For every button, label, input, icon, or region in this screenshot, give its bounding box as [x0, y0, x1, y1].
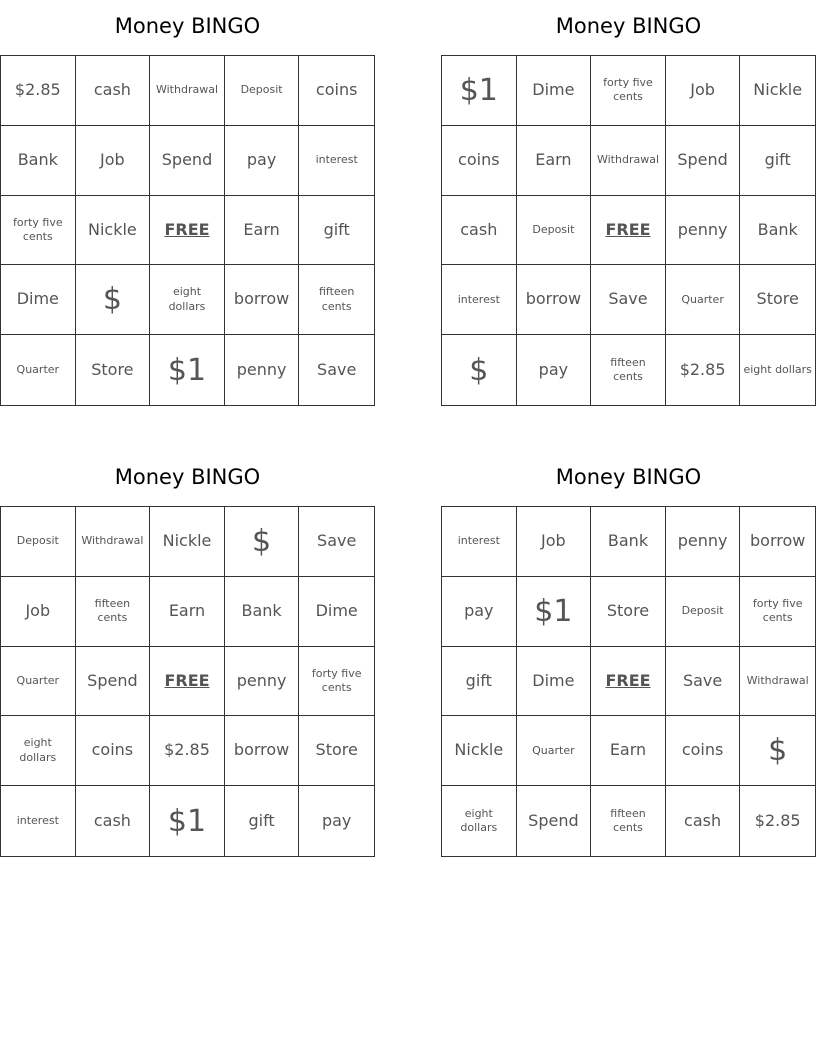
- bingo-cell: gift: [740, 126, 815, 196]
- bingo-cell: gift: [442, 647, 517, 717]
- bingo-cell: $2.85: [666, 335, 741, 405]
- card-title: Money BINGO: [114, 465, 261, 489]
- bingo-cell: Dime: [1, 265, 76, 335]
- bingo-cell: penny: [225, 647, 300, 717]
- bingo-cell: Store: [299, 716, 374, 786]
- bingo-card-1: [0, 0, 375, 410]
- bingo-cell: $: [76, 265, 151, 335]
- bingo-cell: penny: [225, 335, 300, 405]
- card-title: Money BINGO: [555, 14, 702, 38]
- bingo-cell: $2.85: [150, 716, 225, 786]
- bingo-cell: Save: [591, 265, 666, 335]
- bingo-cell: Withdrawal: [591, 126, 666, 196]
- bingo-cell: forty five cents: [740, 577, 815, 647]
- free-space-cell: FREE: [591, 196, 666, 266]
- bingo-cell: Withdrawal: [150, 56, 225, 126]
- bingo-cell: Earn: [150, 577, 225, 647]
- bingo-cell: $2.85: [754, 810, 801, 830]
- bingo-cell: Store: [591, 577, 666, 647]
- bingo-cell: cash: [76, 786, 151, 856]
- bingo-cell: Save: [317, 359, 357, 379]
- bingo-cell: Nickle: [740, 56, 815, 126]
- bingo-card-4: [441, 451, 816, 861]
- bingo-cell: Earn: [225, 196, 300, 266]
- bingo-cell: Earn: [591, 716, 666, 786]
- bingo-grid: [441, 506, 816, 857]
- bingo-cell: fifteen cents: [591, 786, 666, 856]
- card-title: Money BINGO: [114, 14, 261, 38]
- bingo-cell: fifteen cents: [76, 577, 151, 647]
- bingo-cell: Earn: [517, 126, 592, 196]
- bingo-cell: Save: [299, 507, 374, 577]
- bingo-cell: $2.85: [1, 56, 76, 126]
- bingo-cell: fifteen cents: [591, 335, 666, 405]
- bingo-cell: gift: [225, 786, 300, 856]
- bingo-cell: $1: [517, 577, 592, 647]
- bingo-cell: cash: [666, 786, 741, 856]
- bingo-cell: Nickle: [150, 507, 225, 577]
- bingo-cell: Deposit: [517, 196, 592, 266]
- bingo-grid: [0, 506, 375, 857]
- bingo-cell: pay: [517, 335, 592, 405]
- bingo-cell: pay: [442, 577, 517, 647]
- bingo-cell: Store: [740, 265, 815, 335]
- bingo-grid: [0, 55, 375, 406]
- bingo-cell: Withdrawal: [740, 647, 815, 717]
- bingo-cell: penny: [666, 507, 741, 577]
- free-space-cell: FREE: [150, 196, 225, 266]
- bingo-cell: forty five cents: [591, 56, 666, 126]
- bingo-cell: forty five cents: [299, 647, 374, 717]
- bingo-cell: Bank: [740, 196, 815, 266]
- bingo-cell: cash: [442, 196, 517, 266]
- bingo-cell: coins: [299, 56, 374, 126]
- bingo-cell: $: [740, 716, 815, 786]
- card-title: Money BINGO: [555, 465, 702, 489]
- bingo-cell: Job: [76, 126, 151, 196]
- bingo-cell: coins: [76, 716, 151, 786]
- bingo-grid: [441, 55, 816, 406]
- bingo-cell: Quarter: [666, 265, 741, 335]
- bingo-cell: Dime: [517, 647, 592, 717]
- bingo-cell: eight dollars: [442, 786, 517, 856]
- bingo-cell: gift: [299, 196, 374, 266]
- bingo-cell: Deposit: [666, 577, 741, 647]
- bingo-cell: interest: [299, 126, 374, 196]
- bingo-cell: eight dollars: [150, 265, 225, 335]
- bingo-cell: Nickle: [442, 716, 517, 786]
- bingo-cell: pay: [225, 126, 300, 196]
- bingo-cell: Deposit: [1, 507, 76, 577]
- free-space-cell: FREE: [150, 647, 225, 717]
- bingo-card-2: [441, 0, 816, 410]
- bingo-cell: interest: [442, 265, 517, 335]
- bingo-cell: Spend: [76, 647, 151, 717]
- bingo-cell: Nickle: [76, 196, 151, 266]
- bingo-cell: Store: [76, 335, 151, 405]
- bingo-cell: coins: [666, 716, 741, 786]
- bingo-cell: borrow: [517, 265, 592, 335]
- bingo-cell: Quarter: [1, 647, 76, 717]
- bingo-cell: Quarter: [1, 335, 76, 405]
- free-space-cell: FREE: [591, 647, 666, 717]
- bingo-cell: borrow: [225, 716, 300, 786]
- bingo-cell: Bank: [591, 507, 666, 577]
- bingo-cell: Job: [666, 56, 741, 126]
- bingo-cell: interest: [1, 786, 76, 856]
- bingo-cell: fifteen cents: [299, 265, 374, 335]
- bingo-cell: eight dollars: [743, 362, 812, 376]
- bingo-cell: penny: [666, 196, 741, 266]
- bingo-cell: borrow: [740, 507, 815, 577]
- bingo-cell: $1: [150, 786, 225, 856]
- bingo-cell: pay: [321, 810, 352, 830]
- bingo-cell: Dime: [517, 56, 592, 126]
- bingo-cell: interest: [442, 507, 517, 577]
- bingo-cell: $1: [442, 56, 517, 126]
- bingo-cell: Withdrawal: [76, 507, 151, 577]
- bingo-cell: $: [225, 507, 300, 577]
- bingo-cell: Spend: [150, 126, 225, 196]
- bingo-cell: Dime: [299, 577, 374, 647]
- bingo-cell: Job: [517, 507, 592, 577]
- bingo-cell: forty five cents: [1, 196, 76, 266]
- bingo-cell: Save: [666, 647, 741, 717]
- bingo-cell: Job: [1, 577, 76, 647]
- bingo-cell: borrow: [225, 265, 300, 335]
- bingo-cell: Spend: [666, 126, 741, 196]
- bingo-cell: Bank: [1, 126, 76, 196]
- bingo-card-3: [0, 451, 375, 861]
- bingo-cell: $1: [150, 335, 225, 405]
- bingo-cell: Spend: [517, 786, 592, 856]
- bingo-cell: coins: [442, 126, 517, 196]
- bingo-cell: cash: [76, 56, 151, 126]
- bingo-cell: Deposit: [225, 56, 300, 126]
- bingo-cell: $: [442, 335, 517, 405]
- bingo-cell: Bank: [225, 577, 300, 647]
- bingo-cell: eight dollars: [1, 716, 76, 786]
- bingo-cell: Quarter: [517, 716, 592, 786]
